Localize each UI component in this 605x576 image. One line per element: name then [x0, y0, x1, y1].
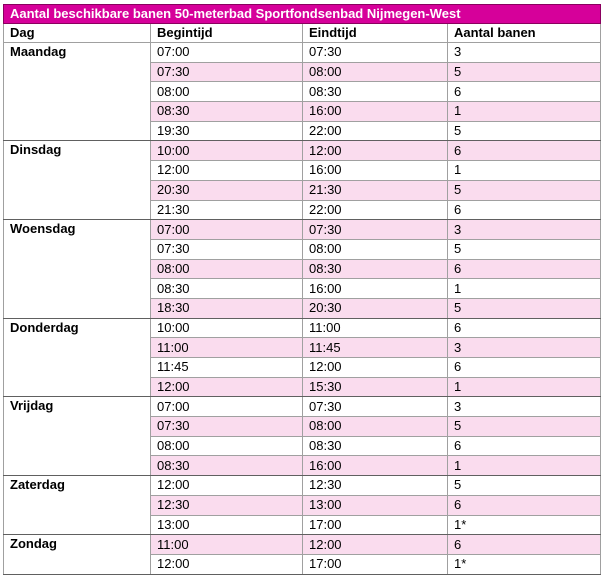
begin-time-cell: 08:00 [151, 82, 303, 102]
begin-time-cell: 08:00 [151, 436, 303, 456]
begin-time-cell: 11:45 [151, 358, 303, 378]
end-time-cell: 16:00 [303, 456, 448, 476]
table-row [4, 476, 601, 496]
begin-time-cell: 07:00 [151, 43, 303, 63]
begin-time-cell: 08:30 [151, 102, 303, 122]
end-time-cell: 12:00 [303, 141, 448, 161]
lane-count-cell: 6 [448, 259, 601, 279]
table-title: Aantal beschikbare banen 50-meterbad Sportfondsenbad Nijmegen-West [4, 5, 601, 24]
title-row [4, 5, 601, 24]
begin-time-cell: 11:00 [151, 338, 303, 358]
lane-count-cell: 6 [448, 141, 601, 161]
lane-count-cell: 1 [448, 279, 601, 299]
lane-count-cell: 6 [448, 358, 601, 378]
end-time-cell: 08:30 [303, 436, 448, 456]
end-time-cell: 08:30 [303, 82, 448, 102]
begin-time-cell: 07:30 [151, 62, 303, 82]
begin-time-cell: 07:00 [151, 397, 303, 417]
lane-count-cell: 6 [448, 82, 601, 102]
end-time-cell: 22:00 [303, 200, 448, 220]
lane-count-cell: 1 [448, 456, 601, 476]
end-time-cell: 17:00 [303, 515, 448, 535]
table-row [4, 220, 601, 240]
begin-time-cell: 18:30 [151, 298, 303, 318]
begin-time-cell: 12:00 [151, 377, 303, 397]
begin-time-cell: 12:30 [151, 495, 303, 515]
end-time-cell: 12:00 [303, 358, 448, 378]
lane-count-cell: 3 [448, 43, 601, 63]
begin-time-cell: 20:30 [151, 180, 303, 200]
begin-time-cell: 07:30 [151, 239, 303, 259]
end-time-cell: 07:30 [303, 220, 448, 240]
day-label-maandag: Maandag [4, 43, 151, 141]
begin-time-cell: 08:00 [151, 259, 303, 279]
lane-count-cell: 1 [448, 102, 601, 122]
lane-count-cell: 5 [448, 62, 601, 82]
header-row [4, 24, 601, 43]
lane-count-cell: 6 [448, 495, 601, 515]
end-time-cell: 22:00 [303, 121, 448, 141]
end-time-cell: 15:30 [303, 377, 448, 397]
end-time-cell: 08:30 [303, 259, 448, 279]
end-time-cell: 12:00 [303, 535, 448, 555]
lanes-table [3, 4, 601, 575]
lane-count-cell: 5 [448, 298, 601, 318]
lane-count-cell: 1* [448, 515, 601, 535]
header-lane-count: Aantal banen [448, 24, 601, 43]
lane-count-cell: 1 [448, 161, 601, 181]
begin-time-cell: 08:30 [151, 456, 303, 476]
lane-count-cell: 1* [448, 554, 601, 574]
end-time-cell: 08:00 [303, 62, 448, 82]
begin-time-cell: 07:00 [151, 220, 303, 240]
lane-count-cell: 6 [448, 200, 601, 220]
table-row [4, 43, 601, 63]
begin-time-cell: 13:00 [151, 515, 303, 535]
lane-count-cell: 5 [448, 417, 601, 437]
lane-count-cell: 3 [448, 338, 601, 358]
lanes-table-body [4, 5, 601, 575]
end-time-cell: 20:30 [303, 298, 448, 318]
table-row [4, 535, 601, 555]
begin-time-cell: 10:00 [151, 318, 303, 338]
lane-count-cell: 3 [448, 220, 601, 240]
end-time-cell: 07:30 [303, 43, 448, 63]
end-time-cell: 11:00 [303, 318, 448, 338]
header-end-time: Eindtijd [303, 24, 448, 43]
lane-count-cell: 6 [448, 535, 601, 555]
table-row [4, 318, 601, 338]
end-time-cell: 16:00 [303, 279, 448, 299]
header-day: Dag [4, 24, 151, 43]
end-time-cell: 21:30 [303, 180, 448, 200]
lane-count-cell: 6 [448, 318, 601, 338]
end-time-cell: 17:00 [303, 554, 448, 574]
end-time-cell: 16:00 [303, 102, 448, 122]
begin-time-cell: 08:30 [151, 279, 303, 299]
lane-count-cell: 5 [448, 180, 601, 200]
day-label-vrijdag: Vrijdag [4, 397, 151, 476]
table-row [4, 141, 601, 161]
begin-time-cell: 11:00 [151, 535, 303, 555]
begin-time-cell: 10:00 [151, 141, 303, 161]
end-time-cell: 08:00 [303, 417, 448, 437]
begin-time-cell: 12:00 [151, 554, 303, 574]
lane-count-cell: 6 [448, 436, 601, 456]
end-time-cell: 12:30 [303, 476, 448, 496]
end-time-cell: 16:00 [303, 161, 448, 181]
end-time-cell: 11:45 [303, 338, 448, 358]
lane-count-cell: 1 [448, 377, 601, 397]
begin-time-cell: 12:00 [151, 476, 303, 496]
end-time-cell: 07:30 [303, 397, 448, 417]
begin-time-cell: 07:30 [151, 417, 303, 437]
end-time-cell: 13:00 [303, 495, 448, 515]
header-begin-time: Begintijd [151, 24, 303, 43]
day-label-donderdag: Donderdag [4, 318, 151, 397]
lane-count-cell: 5 [448, 239, 601, 259]
day-label-woensdag: Woensdag [4, 220, 151, 318]
table-row [4, 397, 601, 417]
day-label-zondag: Zondag [4, 535, 151, 574]
day-label-zaterdag: Zaterdag [4, 476, 151, 535]
lane-count-cell: 5 [448, 476, 601, 496]
day-label-dinsdag: Dinsdag [4, 141, 151, 220]
begin-time-cell: 19:30 [151, 121, 303, 141]
lane-count-cell: 5 [448, 121, 601, 141]
begin-time-cell: 12:00 [151, 161, 303, 181]
end-time-cell: 08:00 [303, 239, 448, 259]
begin-time-cell: 21:30 [151, 200, 303, 220]
lane-count-cell: 3 [448, 397, 601, 417]
